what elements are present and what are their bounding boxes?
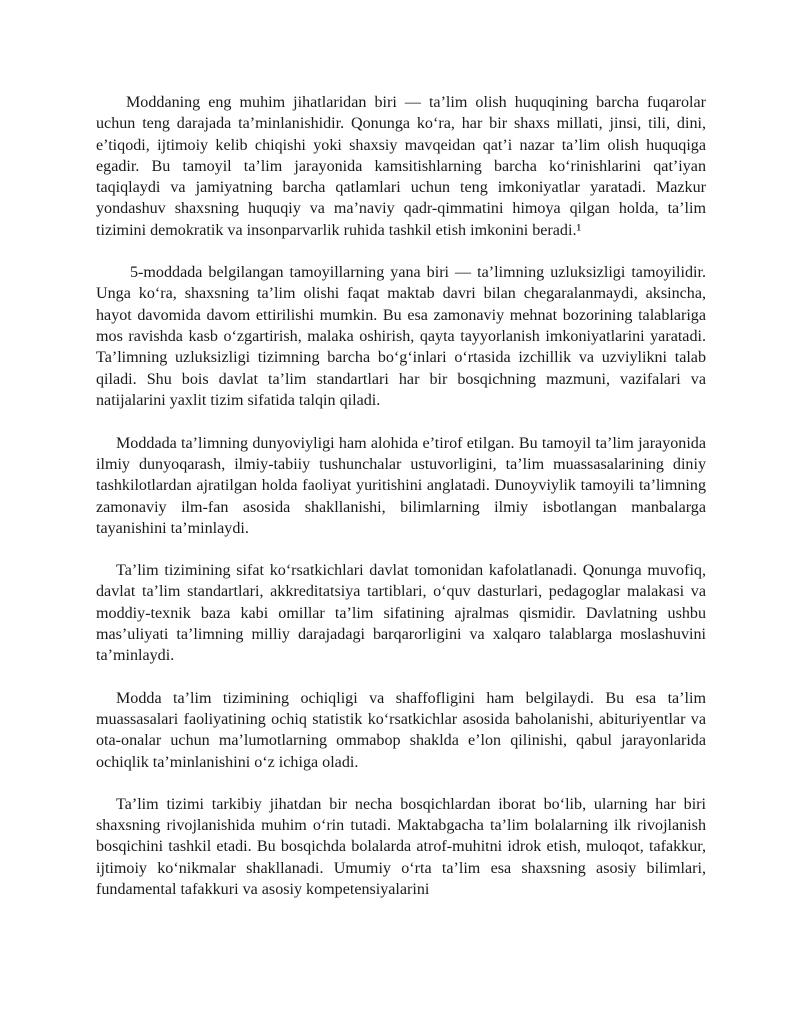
paragraph-5: Modda ta’lim tizimining ochiqligi va shaffofligini ham belgilaydi. Bu esa ta’lim muassasalari faoliyatining ochiq statistik ko‘rsatkichlar asosida baholanishi, abituriyentlar va ota-onalar uchun ma’lumotlarning ommabop shaklda e’lon qilinishi, qabul jarayonlarida ochiqlik ta’minlanishini o‘z ichiga oladi.	[96, 689, 706, 771]
document-page	[96, 92, 706, 921]
paragraph-4: Ta’lim tizimining sifat ko‘rsatkichlari davlat tomonidan kafolatlanadi. Qonunga muvofiq, davlat ta’lim standartlari, akkreditatsiya tartiblari, o‘quv dasturlari, pedagoglar malakasi va moddiy-texnik baza kabi omillar ta’lim sifatining ajralmas qismidir. Davlatning ushbu mas’uliyati ta’limning milliy darajadagi barqarorligini va xalqaro talablarga moslashuvini ta’minlaydi.	[96, 562, 706, 665]
paragraph-1: Moddaning eng muhim jihatlaridan biri — ta’lim olish huquqining barcha fuqarolar uchun teng darajada ta’minlanishidir. Qonunga ko‘ra, har bir shaxs millati, jinsi, tili, dini, e’tiqodi, ijtimoiy kelib chiqishi yoki shaxsiy mavqeidan qat’i nazar ta’lim olish huquqiga egadir. Bu tamoyil ta’lim jarayonida kamsitishlarning barcha ko‘rinishlarini qat’iyan taqiqlaydi va jamiyatning barcha qatlamlari uchun teng imkoniyatlar yaratadi. Mazkur yondashuv shaxsning huquqiy va ma’naviy qadr-qimmatini himoya qilgan holda, ta’lim tizimini demokratik va insonparvarlik ruhida tashkil etish imkonini beradi.¹	[96, 94, 706, 239]
paragraph-3: Moddada ta’limning dunyoviyligi ham alohida e’tirof etilgan. Bu tamoyil ta’lim jarayonida ilmiy dunyoqarash, ilmiy-tabiiy tushunchalar ustuvorligini, ta’lim muassasalarining diniy tashkilotlardan ajratilgan holda faoliyat yuritishini anglatadi. Dunoyviylik tamoyili ta’limning zamonaviy ilm-fan asosida shakllanishi, bilimlarning ilmiy isbotlangan manbalarga tayanishini ta’minlaydi.	[96, 434, 706, 537]
paragraph-2: 5-moddada belgilangan tamoyillarning yana biri — ta’limning uzluksizligi tamoyilidir. Unga ko‘ra, shaxsning ta’lim olishi faqat maktab davri bilan chegaralanmaydi, aksincha, hayot davomida davom ettirilishi mumkin. Bu esa zamonaviy mehnat bozorining talablariga mos ravishda kasb o‘zgartirish, malaka oshirish, qayta tayyorlanish imkoniyatlarini yaratadi. Ta’limning uzluksizligi tizimning barcha bo‘g‘inlari o‘rtasida izchillik va uzviylikni talab qiladi. Shu bois davlat ta’lim standartlari har bir bosqichning mazmuni, vazifalari va natijalarini yaxlit tizim sifatida talqin qiladi.	[96, 264, 706, 409]
paragraph-6: Ta’lim tizimi tarkibiy jihatdan bir necha bosqichlardan iborat bo‘lib, ularning har biri shaxsning rivojlanishida muhim o‘rin tutadi. Maktabgacha ta’lim bolalarning ilk rivojlanish bosqichini tashkil etadi. Bu bosqichda bolalarda atrof-muhitni idrok etish, muloqot, tafakkur, ijtimoiy ko‘nikmalar shakllanadi. Umumiy o‘rta ta’lim esa shaxsning asosiy bilimlari, fundamental tafakkuri va asosiy kompetensiyalarini	[96, 795, 706, 898]
